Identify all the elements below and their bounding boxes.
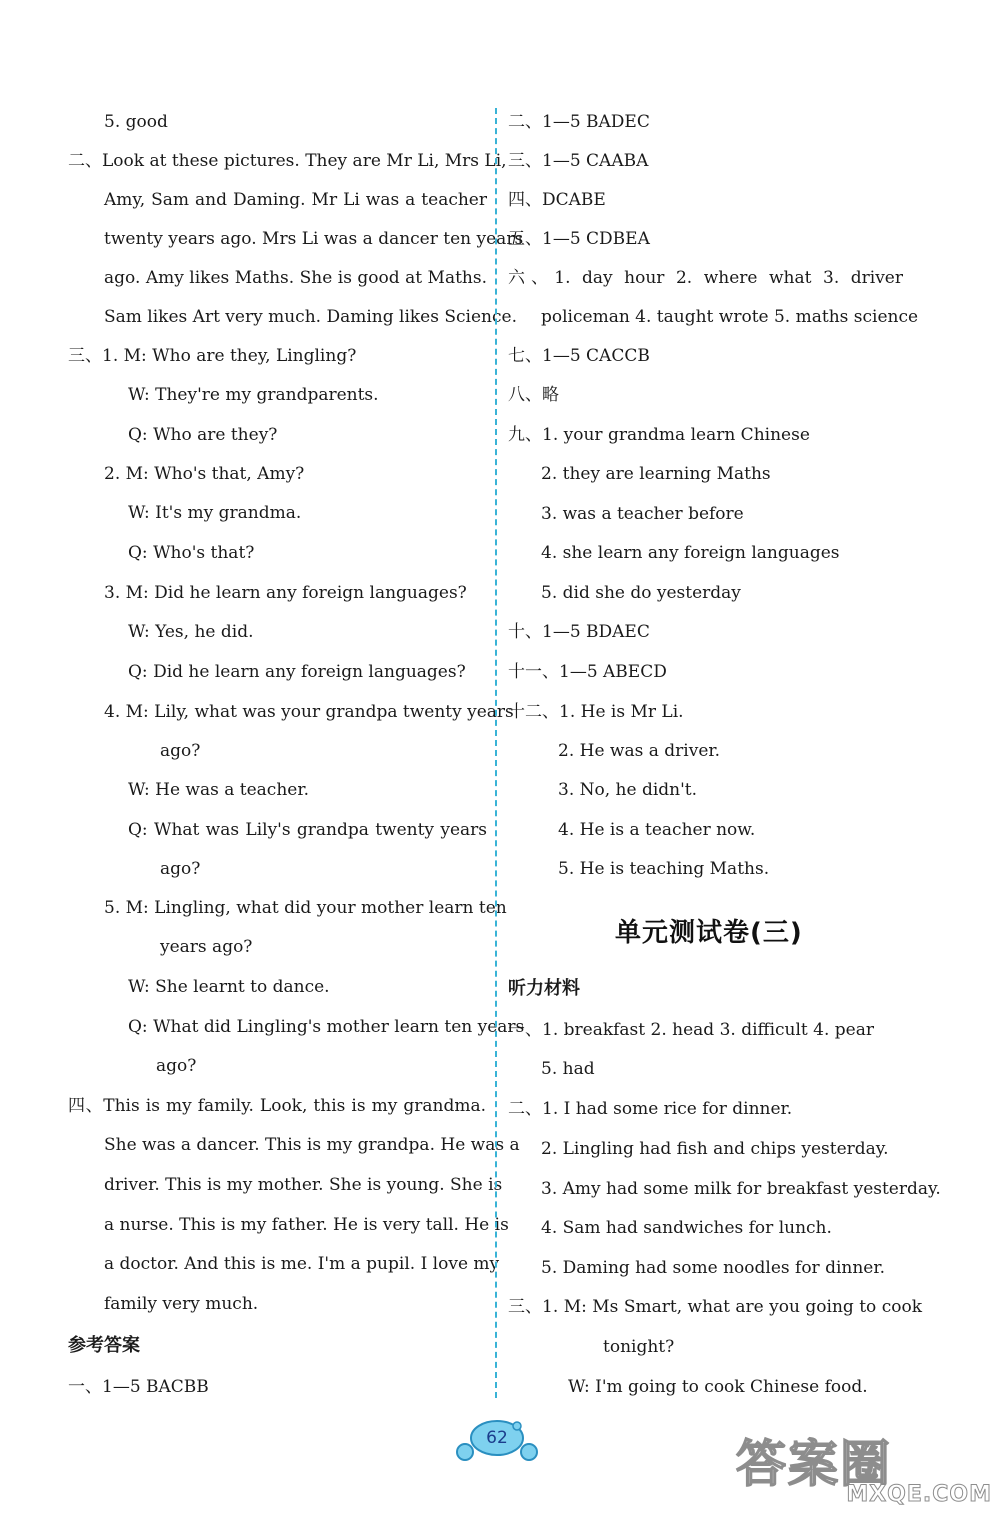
dialogue-line: 三、1. M: Who are they, Lingling? — [68, 346, 357, 366]
watermark-logo: 答案圈 — [736, 1435, 892, 1493]
answer-line: 六、1. day hour 2. where what 3. driver — [508, 268, 903, 288]
dialogue-line: Q: Who's that? — [128, 543, 255, 563]
answer-line: 八、略 — [508, 385, 559, 405]
passage-line: ago. Amy likes Maths. She is good at Maths. — [104, 268, 487, 288]
dialogue-line: 三、1. M: Ms Smart, what are you going to cook — [508, 1297, 922, 1317]
dialogue-line: tonight? — [603, 1337, 675, 1357]
passage-line: 四、This is my family. Look, this is my grandma. — [68, 1096, 486, 1116]
passage-line: a nurse. This is my father. He is very tall. He is — [104, 1215, 509, 1235]
dialogue-line: 3. M: Did he learn any foreign languages? — [104, 583, 467, 603]
dialogue-line: Q: Did he learn any foreign languages? — [128, 662, 466, 682]
passage-line: She was a dancer. This is my grandpa. He was a — [104, 1135, 520, 1155]
section-title: 单元测试卷(三) — [615, 918, 803, 948]
answer-line: policeman 4. taught wrote 5. maths science — [541, 307, 919, 327]
answer-line: 5. Daming had some noodles for dinner. — [541, 1258, 886, 1278]
answer-line: 十一、1—5 ABECD — [508, 662, 667, 682]
passage-line: 二、Look at these pictures. They are Mr Li, Mrs Li, — [68, 151, 507, 171]
answer-line: 5. had — [541, 1059, 595, 1079]
answer-line: 五、1—5 CDBEA — [508, 229, 650, 249]
answer-line: 二、1. I had some rice for dinner. — [508, 1099, 793, 1119]
answer-line: 4. He is a teacher now. — [558, 820, 756, 840]
answer-line: 十、1—5 BDAEC — [508, 622, 650, 642]
page-number: 62 — [486, 1428, 508, 1448]
answer-line: 三、1—5 CAABA — [508, 151, 649, 171]
watermark-site: MXQE.COM — [846, 1482, 992, 1507]
dialogue-line: Q: What did Lingling's mother learn ten years — [128, 1017, 525, 1037]
dialogue-line: years ago? — [160, 937, 253, 957]
passage-line: family very much. — [104, 1294, 259, 1314]
answer-line: 4. she learn any foreign languages — [541, 543, 840, 563]
dialogue-line: W: Yes, he did. — [128, 622, 254, 642]
answer-line: 七、1—5 CACCB — [508, 346, 650, 366]
listening-heading: 听力材料 — [508, 978, 580, 999]
dialogue-line: Q: What was Lily's grandpa twenty years — [128, 820, 487, 840]
answer-line: 5. did she do yesterday — [541, 583, 741, 603]
watermark — [730, 1418, 992, 1512]
answer-line: 2. He was a driver. — [558, 741, 721, 761]
answer-line: 2. Lingling had fish and chips yesterday. — [541, 1139, 889, 1159]
passage-line: twenty years ago. Mrs Li was a dancer ten years — [104, 229, 524, 249]
passage-line: Amy, Sam and Daming. Mr Li was a teacher — [104, 190, 487, 210]
dialogue-line: W: He was a teacher. — [128, 780, 309, 800]
passage-line: Sam likes Art very much. Daming likes Science. — [104, 307, 517, 327]
dialogue-line: ago? — [160, 859, 201, 879]
answer-line: 3. No, he didn't. — [558, 780, 698, 800]
dialogue-line: ago? — [160, 741, 201, 761]
dialogue-line: ago? — [156, 1056, 197, 1076]
answer-line: 一、1. breakfast 2. head 3. difficult 4. pear — [508, 1020, 874, 1040]
answer-line: 四、DCABE — [508, 190, 606, 210]
answer-line: 九、1. your grandma learn Chinese — [508, 425, 810, 445]
dialogue-line: W: It's my grandma. — [128, 503, 302, 523]
answer-line: 5. He is teaching Maths. — [558, 859, 770, 879]
dialogue-line: W: I'm going to cook Chinese food. — [568, 1377, 868, 1397]
page-number-badge — [455, 1418, 539, 1466]
dialogue-line: 2. M: Who's that, Amy? — [104, 464, 305, 484]
dialogue-line: 4. M: Lily, what was your grandpa twenty years — [104, 702, 514, 722]
answer-line: 3. was a teacher before — [541, 504, 744, 524]
dialogue-line: 5. M: Lingling, what did your mother learn ten — [104, 898, 507, 918]
answer-line: 4. Sam had sandwiches for lunch. — [541, 1218, 832, 1238]
answer-line: 一、1—5 BACBB — [68, 1377, 209, 1397]
dialogue-line: Q: Who are they? — [128, 425, 278, 445]
answer-line: 5. good — [104, 112, 168, 132]
answer-line: 3. Amy had some milk for breakfast yesterday. — [541, 1179, 941, 1199]
answer-line: 十二、1. He is Mr Li. — [508, 702, 684, 722]
passage-line: driver. This is my mother. She is young. She is — [104, 1175, 503, 1195]
passage-line: a doctor. And this is me. I'm a pupil. I love my — [104, 1254, 500, 1274]
reference-answers-heading: 参考答案 — [68, 1335, 140, 1356]
column-divider — [495, 108, 497, 1398]
dialogue-line: W: She learnt to dance. — [128, 977, 330, 997]
dialogue-line: W: They're my grandparents. — [128, 385, 379, 405]
answer-line: 二、1—5 BADEC — [508, 112, 650, 132]
answer-line: 2. they are learning Maths — [541, 464, 771, 484]
